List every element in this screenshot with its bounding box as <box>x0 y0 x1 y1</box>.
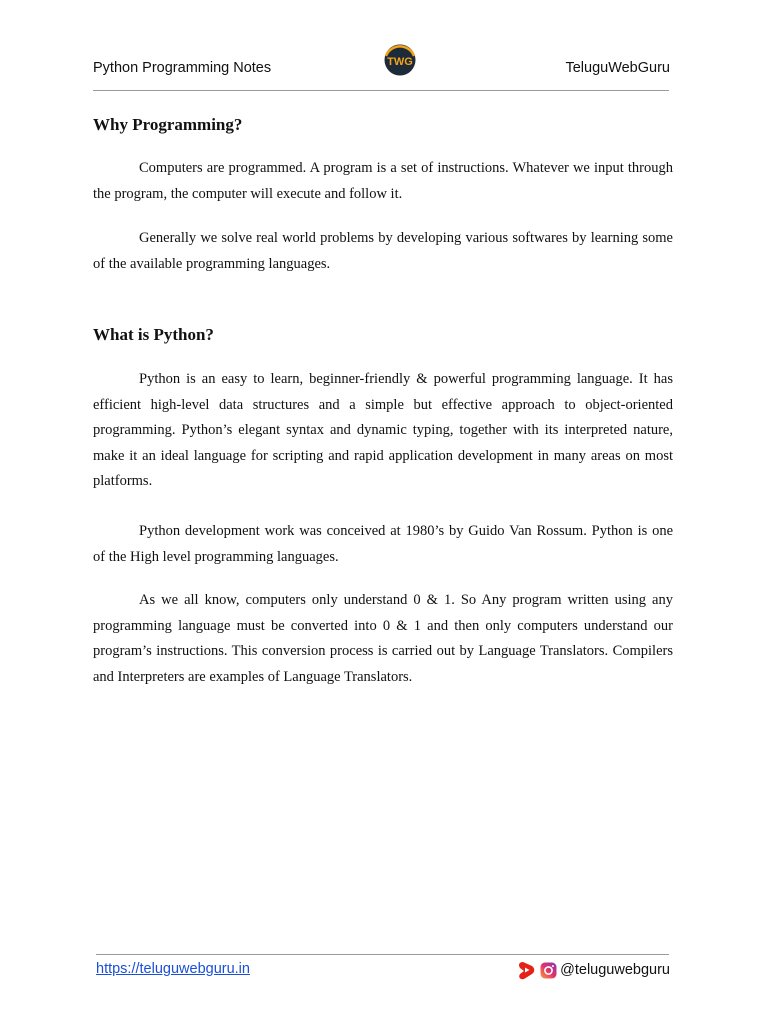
svg-text:TWG: TWG <box>387 56 413 68</box>
paragraph: As we all know, computers only understand 0 & 1. So Any program written using any programming language must be converted into 0 & 1 and then only computers understand our program’s instructions. This conversion process is carried out by Language Translators. Compilers and Interpreters are examples of Language Translators. <box>93 592 673 685</box>
section-heading-what-is-python: What is Python? <box>93 325 214 344</box>
social-handle-text: @teluguwebguru <box>560 962 670 978</box>
youtube-icon[interactable] <box>517 960 537 980</box>
paragraph: Python is an easy to learn, beginner-friendly & powerful programming language. It has efficient high-level data structures and a simple but effective approach to object-oriented programming. Python’s elegant syntax and dynamic typing, together with its interpreted nature, make it an ideal language for scripting and rapid application development in many areas on most platforms. <box>93 371 673 489</box>
section-heading-why-programming: Why Programming? <box>93 115 243 134</box>
header-divider <box>93 90 669 91</box>
website-link[interactable]: https://teluguwebguru.in <box>96 961 250 977</box>
footer-divider <box>96 954 669 955</box>
instagram-icon[interactable] <box>540 962 557 979</box>
paragraph: Generally we solve real world problems by developing various softwares by learning some of the available programming languages. <box>93 230 673 272</box>
header-title-right: TeluguWebGuru <box>565 60 670 76</box>
social-handle <box>517 960 670 980</box>
header-title-left: Python Programming Notes <box>93 60 272 76</box>
paragraph: Computers are programmed. A program is a set of instructions. Whatever we input through the program, the computer will execute and follow it. <box>93 160 673 202</box>
twg-logo <box>383 44 417 76</box>
paragraph: Python development work was conceived at 1980’s by Guido Van Rossum. Python is one of the High level programming languages. <box>93 523 673 565</box>
